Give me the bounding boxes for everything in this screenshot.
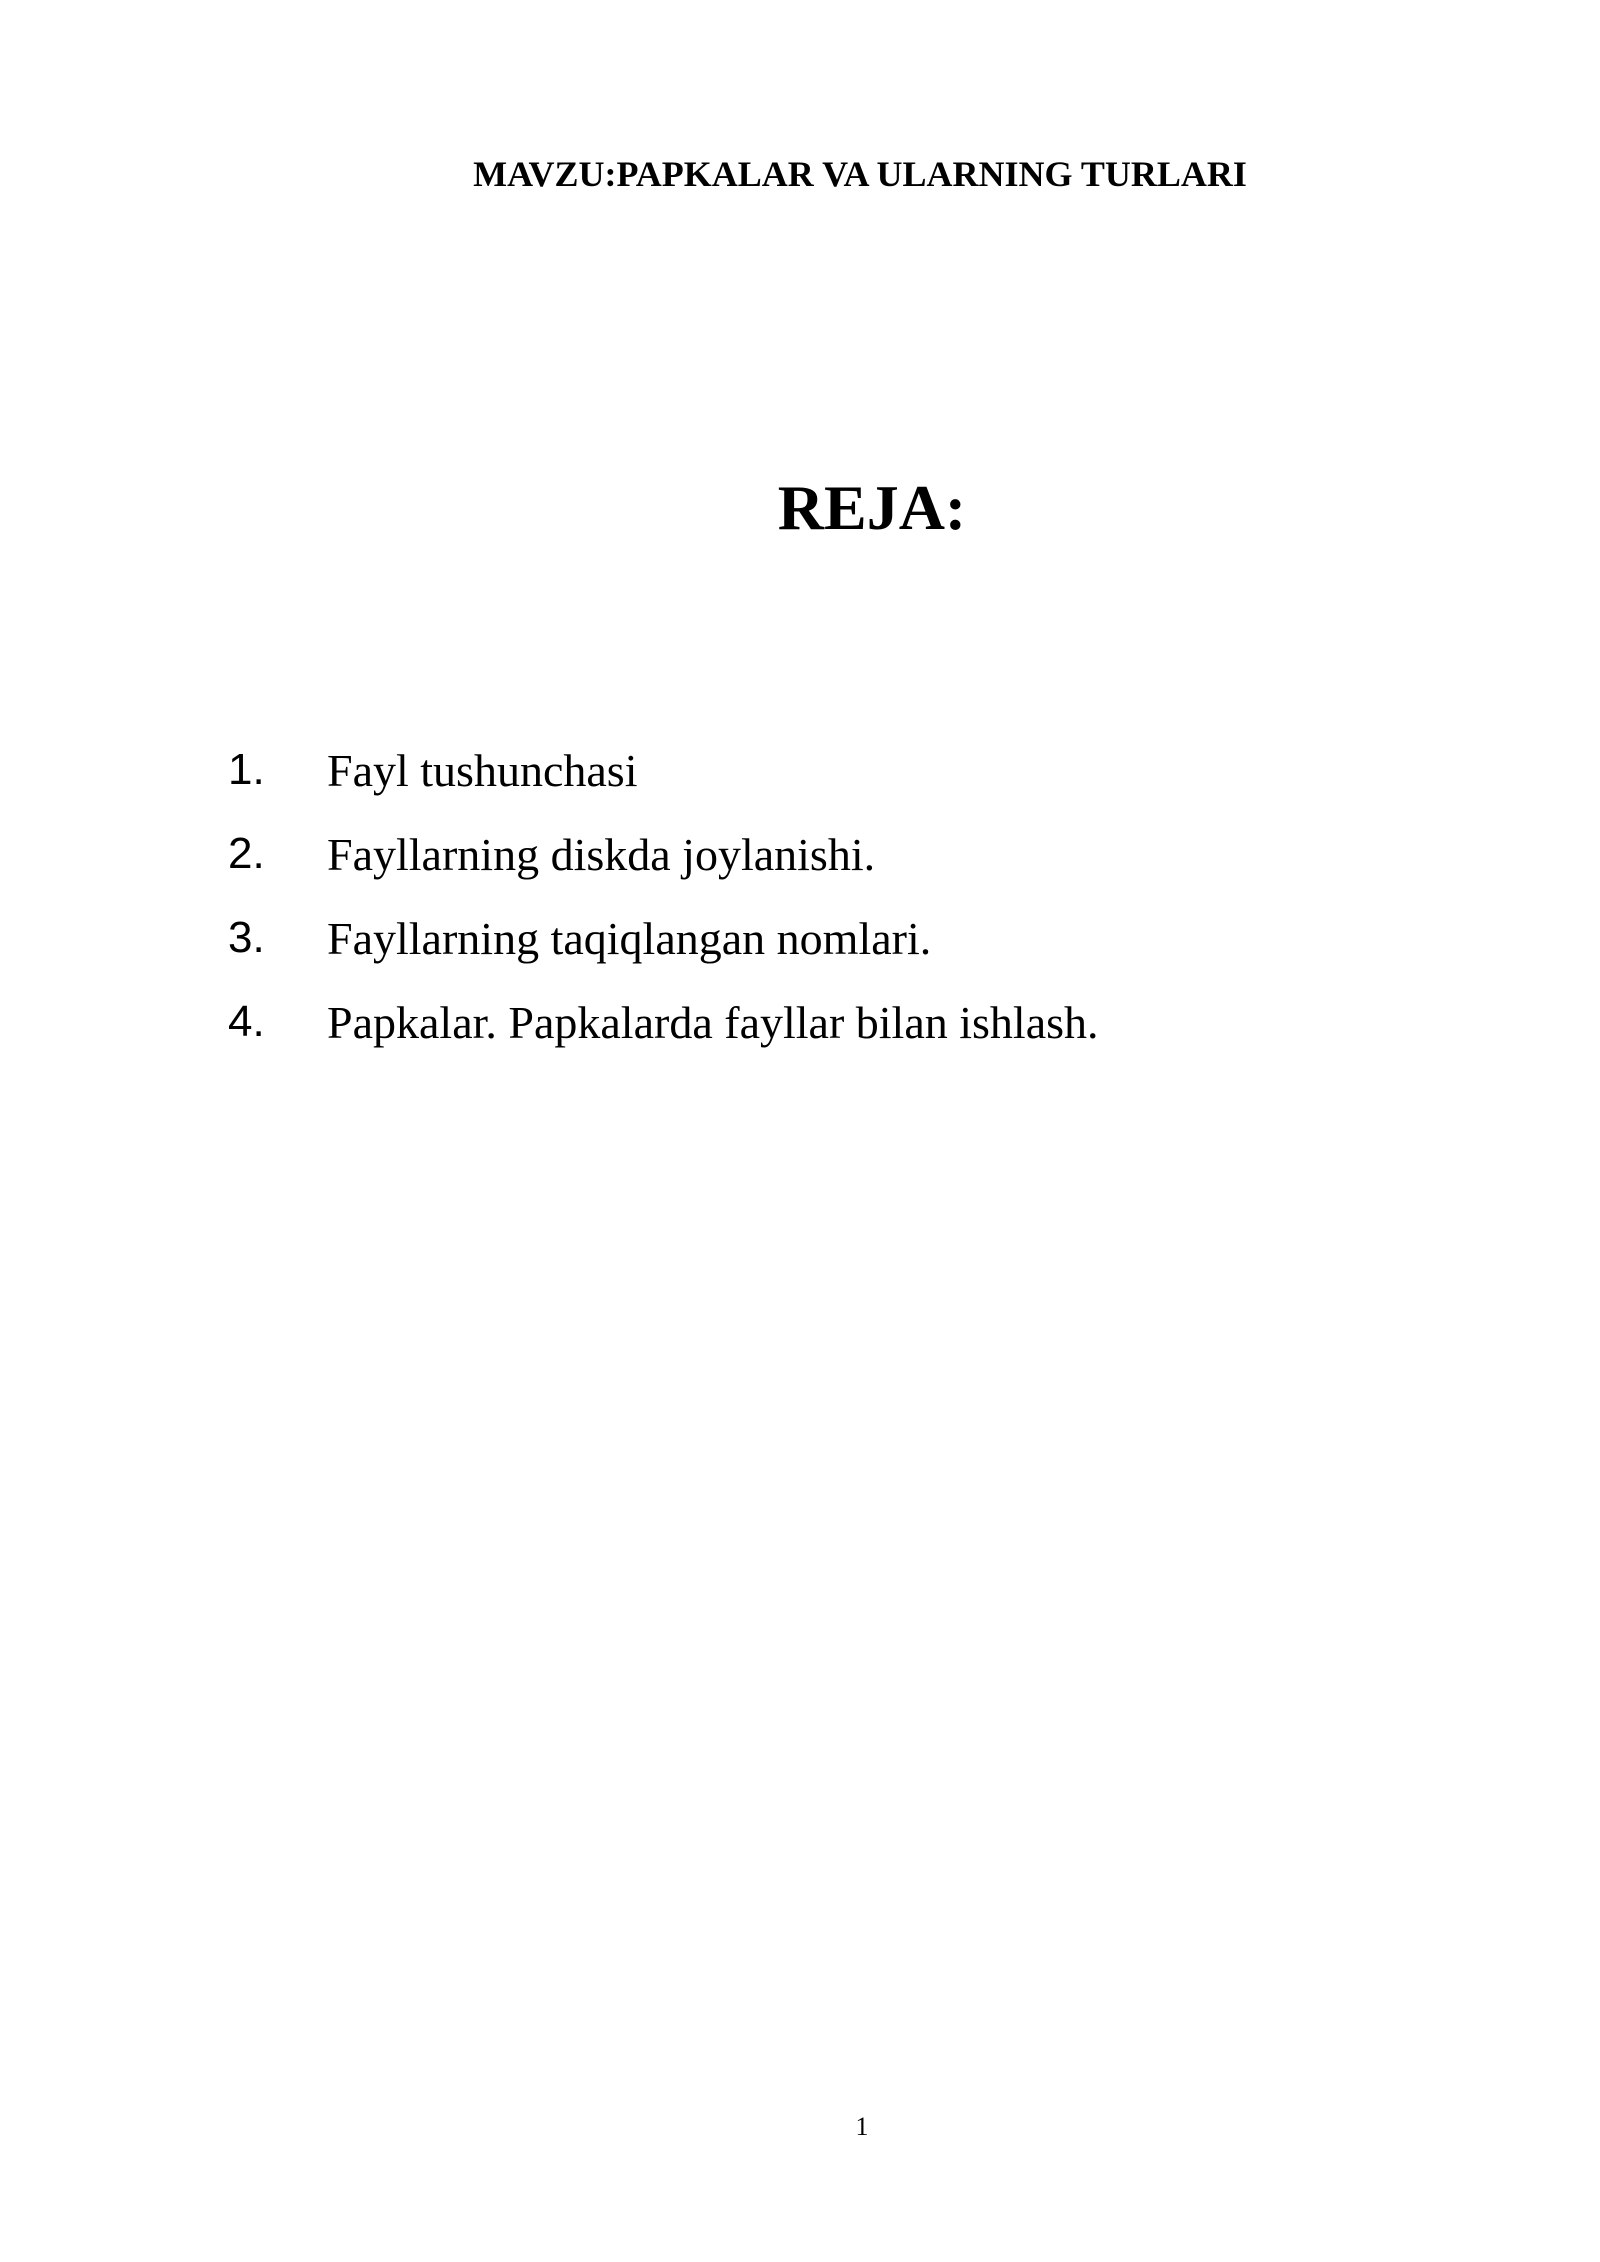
plan-item-text: Fayllarning taqiqlangan nomlari. xyxy=(327,912,932,964)
plan-item-text: Fayl tushunchasi xyxy=(327,744,638,796)
plan-item-text: Papkalar. Papkalarda fayllar bilan ishlash. xyxy=(327,996,1099,1048)
plan-item-2 xyxy=(228,812,1099,896)
document-title: MAVZU:PAPKALAR VA ULARNING TURLARI xyxy=(473,154,1247,194)
plan-item-number: 1. xyxy=(228,745,265,794)
plan-heading: REJA: xyxy=(777,472,967,543)
page-number: 1 xyxy=(855,2112,869,2141)
plan-item-number: 4. xyxy=(228,997,265,1046)
plan-item-3 xyxy=(228,896,1099,980)
plan-item-number: 2. xyxy=(228,829,265,878)
plan-item-text: Fayllarning diskda joylanishi. xyxy=(327,828,876,880)
plan-item-1 xyxy=(228,728,1099,812)
plan-item-number: 3. xyxy=(228,913,265,962)
plan-item-4 xyxy=(228,980,1099,1064)
plan-list xyxy=(228,728,1099,1064)
